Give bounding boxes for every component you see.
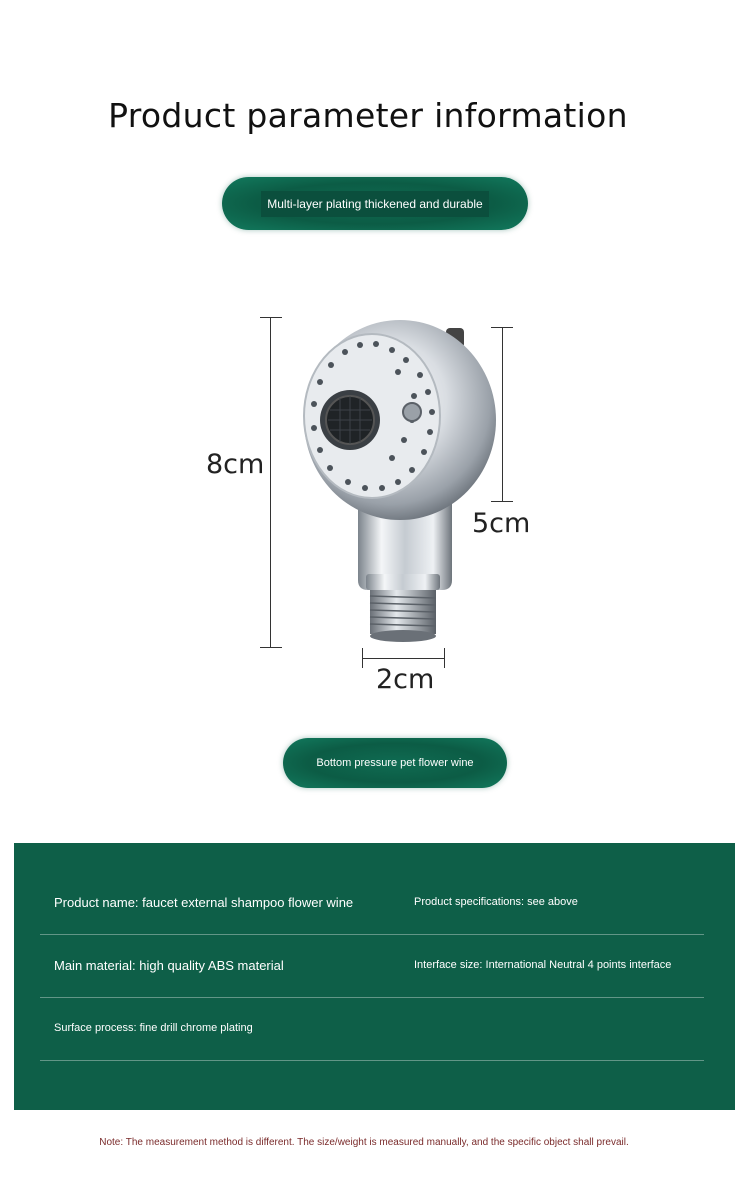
page-title: Product parameter information	[108, 96, 628, 135]
width-dimension-label: 2cm	[376, 664, 435, 695]
height-dimension-cap-top	[260, 317, 282, 318]
spec-table	[14, 843, 735, 1110]
spec-interface-size: Interface size: International Neutral 4 points interface	[414, 959, 672, 971]
body-dimension-cap-top	[491, 327, 513, 328]
body-dimension-label: 5cm	[472, 508, 531, 539]
height-dimension-cap-bottom	[260, 647, 282, 648]
spec-row	[40, 934, 704, 998]
height-dimension-line	[270, 317, 271, 647]
body-dimension-line	[502, 327, 503, 501]
body-dimension-cap-bottom	[491, 501, 513, 502]
width-dimension-cap-left	[362, 648, 363, 668]
width-dimension-line	[362, 658, 444, 659]
feature-badge-pressure	[283, 738, 507, 788]
spec-product-specifications: Product specifications: see above	[414, 896, 578, 908]
spec-row	[40, 871, 704, 935]
spec-main-material: Main material: high quality ABS material	[54, 957, 284, 973]
height-dimension-label: 8cm	[206, 449, 265, 480]
spec-product-name: Product name: faucet external shampoo flower wine	[54, 894, 354, 910]
feature-badge-plating-label: Multi-layer plating thickened and durable	[261, 191, 488, 217]
width-dimension-cap-right	[444, 648, 445, 668]
measurement-note: Note: The measurement method is different. The size/weight is measured manually, and the specific object shall prevail.	[99, 1137, 629, 1148]
feature-badge-pressure-label: Bottom pressure pet flower wine	[316, 757, 474, 769]
spec-row	[40, 997, 704, 1061]
spec-surface-process: Surface process: fine drill chrome plating	[54, 1022, 253, 1034]
